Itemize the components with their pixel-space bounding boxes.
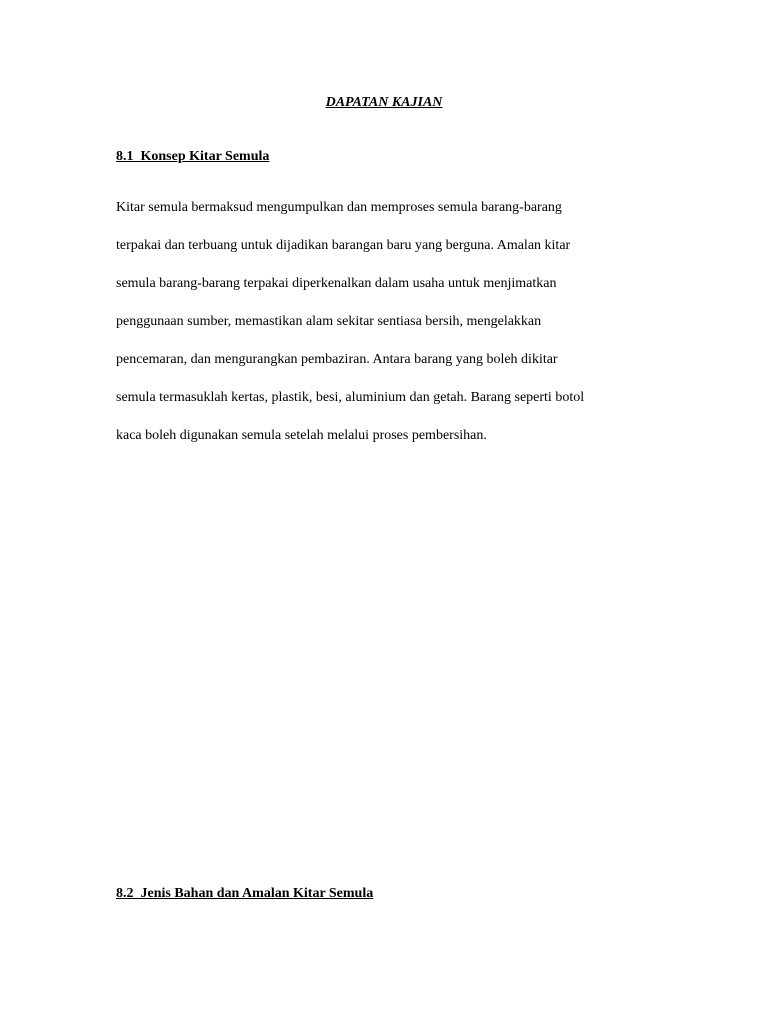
paragraph-line: kaca boleh digunakan semula setelah melalui proses pembersihan. <box>116 428 487 443</box>
paragraph-line: Kitar semula bermaksud mengumpulkan dan memproses semula barang-barang <box>116 200 562 215</box>
paragraph-line: pencemaran, dan mengurangkan pembaziran. Antara barang yang boleh dikitar <box>116 352 558 367</box>
paragraph-line: semula barang-barang terpakai diperkenalkan dalam usaha untuk menjimatkan <box>116 276 557 291</box>
paragraph-line: semula termasuklah kertas, plastik, besi, aluminium dan getah. Barang seperti botol <box>116 390 585 405</box>
page-title: DAPATAN KAJIAN <box>325 95 443 110</box>
paragraph-line: penggunaan sumber, memastikan alam sekitar sentiasa bersih, mengelakkan <box>116 314 542 329</box>
paragraph-line: terpakai dan terbuang untuk dijadikan barangan baru yang berguna. Amalan kitar <box>116 238 571 253</box>
section-heading-8-1: 8.1 Konsep Kitar Semula <box>116 149 270 164</box>
section-heading-8-2: 8.2 Jenis Bahan dan Amalan Kitar Semula <box>116 886 374 901</box>
